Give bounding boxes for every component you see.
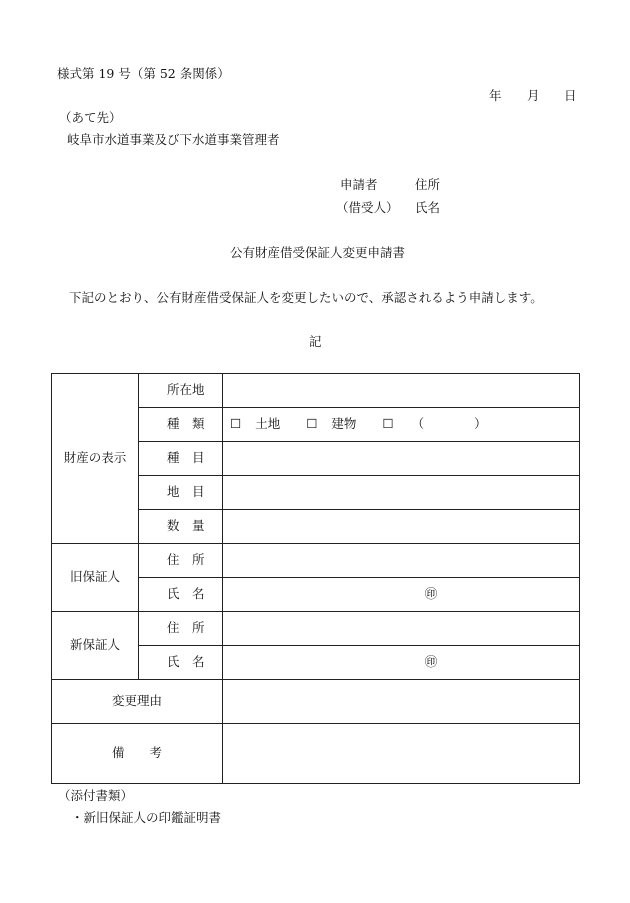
land-option-label: 土地 xyxy=(255,416,281,432)
date-day: 日 xyxy=(564,88,577,103)
old-guarantor-address-field[interactable] xyxy=(223,544,580,578)
quantity-label: 数 量 xyxy=(139,510,223,544)
category-label: 種 目 xyxy=(139,442,223,476)
building-option-label: 建物 xyxy=(331,416,357,432)
date-month: 月 xyxy=(527,88,540,103)
new-guarantor-name-label: 氏 名 xyxy=(139,646,223,680)
document-title: 公有財産借受保証人変更申請書 xyxy=(230,245,406,260)
building-checkbox[interactable]: ☐ xyxy=(306,416,318,432)
quantity-field[interactable] xyxy=(223,510,580,544)
borrower-label: （借受人） xyxy=(336,200,399,215)
land-checkbox[interactable]: ☐ xyxy=(230,416,242,432)
reason-field[interactable] xyxy=(223,680,580,724)
land-category-label: 地 目 xyxy=(139,476,223,510)
new-guarantor-address-label: 住 所 xyxy=(139,612,223,646)
old-guarantor-seal: ㊞ xyxy=(223,578,580,612)
property-group-label: 財産の表示 xyxy=(52,374,139,544)
applicant-label: 申請者 xyxy=(340,177,378,192)
applicant-address-label: 住所 xyxy=(415,177,441,192)
other-checkbox[interactable]: ☐ xyxy=(382,416,394,432)
applicant-name-label: 氏名 xyxy=(415,200,441,215)
new-guarantor-label: 新保証人 xyxy=(52,612,139,680)
addressee-label: （あて先） xyxy=(59,110,122,125)
old-guarantor-name-label: 氏 名 xyxy=(139,578,223,612)
reason-label: 変更理由 xyxy=(52,680,223,724)
ki-heading: 記 xyxy=(309,334,322,349)
row-reason xyxy=(52,680,580,724)
new-guarantor-address-field[interactable] xyxy=(223,612,580,646)
kind-options xyxy=(223,408,580,442)
row-old-guarantor-address xyxy=(52,544,580,578)
land-category-field[interactable] xyxy=(223,476,580,510)
other-option-field[interactable]: （ ） xyxy=(411,416,487,432)
date-year: 年 xyxy=(489,88,502,103)
row-location xyxy=(52,374,580,408)
location-field[interactable] xyxy=(223,374,580,408)
attachments-label: （添付書類） xyxy=(58,788,134,803)
form-number: 様式第 19 号（第 52 条関係） xyxy=(57,66,230,81)
addressee: 岐阜市水道事業及び下水道事業管理者 xyxy=(67,132,280,147)
kind-label: 種 類 xyxy=(139,408,223,442)
new-guarantor-seal: ㊞ xyxy=(223,646,580,680)
application-table xyxy=(51,373,580,784)
attachment-item: ・新旧保証人の印鑑証明書 xyxy=(71,810,222,825)
remarks-field[interactable] xyxy=(223,724,580,784)
location-label: 所在地 xyxy=(139,374,223,408)
old-guarantor-label: 旧保証人 xyxy=(52,544,139,612)
remarks-label: 備 考 xyxy=(52,724,223,784)
row-remarks xyxy=(52,724,580,784)
document-body: 下記のとおり、公有財産借受保証人を変更したいので、承認されるよう申請します。 xyxy=(69,290,543,305)
category-field[interactable] xyxy=(223,442,580,476)
old-guarantor-address-label: 住 所 xyxy=(139,544,223,578)
row-new-guarantor-address xyxy=(52,612,580,646)
